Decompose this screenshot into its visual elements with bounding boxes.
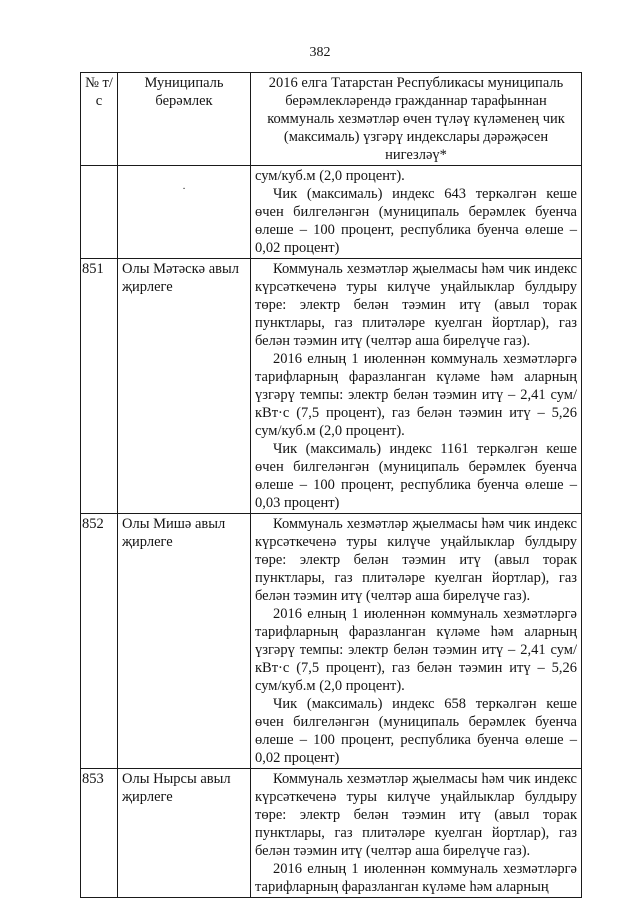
header-number-cell: № т/с [81,73,118,166]
table-row [81,259,582,514]
row-description-cell [251,259,582,514]
header-row [81,73,582,166]
dot-mark: · [182,184,186,195]
table-row [81,769,582,898]
description-paragraph: Коммуналь хезмәтләр җыелмасы һәм чик индекс күрсәткеченә туры килүче уңайлыклар булдыру төре: электр белән тәэмин итү (авыл торак пунктлары, газ плитәләре куелган йортлар), газ белән тәэмин итү (челтәр аша бирелүче газ). [255,516,577,604]
row-municipality-cell: Олы Мәтәскә авыл җирлеге [118,259,251,514]
header-description-cell: 2016 елга Татарстан Республикасы муниципаль берәмлекләрендә гражданнар тарафыннан коммуналь хезмәтләр өчен түләү күләменең чик (максималь) үзгәрү индекслары дәрәҗәсен нигезләү* [251,73,582,166]
description-paragraph: 2016 елның 1 июленнән коммуналь хезмәтләргә тарифларның фаразланган күләме һәм аларның үзгәрү темпы: электр белән тәэмин итү – 2,41 сум/кВт·с (7,5 процент), газ белән тәэмин итү – 5,26 сум/куб.м (2,0 процент). [255,606,577,694]
header-municipality-cell: Муниципаль берәмлек [118,73,251,166]
description-paragraph: Коммуналь хезмәтләр җыелмасы һәм чик индекс күрсәткеченә туры килүче уңайлыклар булдыру төре: электр белән тәэмин итү (авыл торак пунктлары, газ плитәләре куелган йортлар), газ белән тәэмин итү (челтәр аша бирелүче газ). [255,261,577,349]
row-number-cell [81,166,118,259]
row-municipality-cell: Олы Нырсы авыл җирлеге [118,769,251,898]
row-number-cell: 853 [81,769,118,898]
row-number-cell: 852 [81,514,118,769]
table-row [81,514,582,769]
table-header [81,73,582,166]
row-description-cell [251,769,582,898]
index-table [80,72,582,898]
page-number: 382 [309,45,331,60]
description-paragraph: 2016 елның 1 июленнән коммуналь хезмәтләргә тарифларның фаразланган күләме һәм аларның үзгәрү темпы: электр белән тәэмин итү – 2,41 сум/кВт·с (7,5 процент), газ белән тәэмин итү – 5,26 сум/куб.м (2,0 процент). [255,351,577,439]
row-municipality-cell: Олы Мишә авыл җирлеге [118,514,251,769]
row-municipality-cell [118,166,251,259]
row-description-cell [251,166,582,259]
row-number-cell: 851 [81,259,118,514]
description-paragraph: Чик (максималь) индекс 643 теркәлгән кеше өчен билгеләнгән (муниципаль берәмлек буенча өлеше – 100 процент, республика буенча өлеше – 0,02 процент) [255,186,577,256]
description-paragraph: 2016 елның 1 июленнән коммуналь хезмәтләргә тарифларның фаразланган күләме һәм аларның [255,861,577,895]
table-row [81,166,582,259]
description-paragraph: сум/куб.м (2,0 процент). [255,168,405,184]
row-description-cell [251,514,582,769]
table-body [81,166,582,898]
description-paragraph: Чик (максималь) индекс 1161 теркәлгән кеше өчен билгеләнгән (муниципаль берәмлек буенча өлеше – 100 процент, республика буенча өлеше – 0,03 процент) [255,441,577,511]
description-paragraph: Чик (максималь) индекс 658 теркәлгән кеше өчен билгеләнгән (муниципаль берәмлек буенча өлеше – 100 процент, республика буенча өлеше – 0,02 процент) [255,696,577,766]
description-paragraph: Коммуналь хезмәтләр җыелмасы һәм чик индекс күрсәткеченә туры килүче уңайлыклар булдыру төре: электр белән тәэмин итү (авыл торак пунктлары, газ плитәләре куелган йортлар), газ белән тәэмин итү (челтәр аша бирелүче газ). [255,771,577,859]
